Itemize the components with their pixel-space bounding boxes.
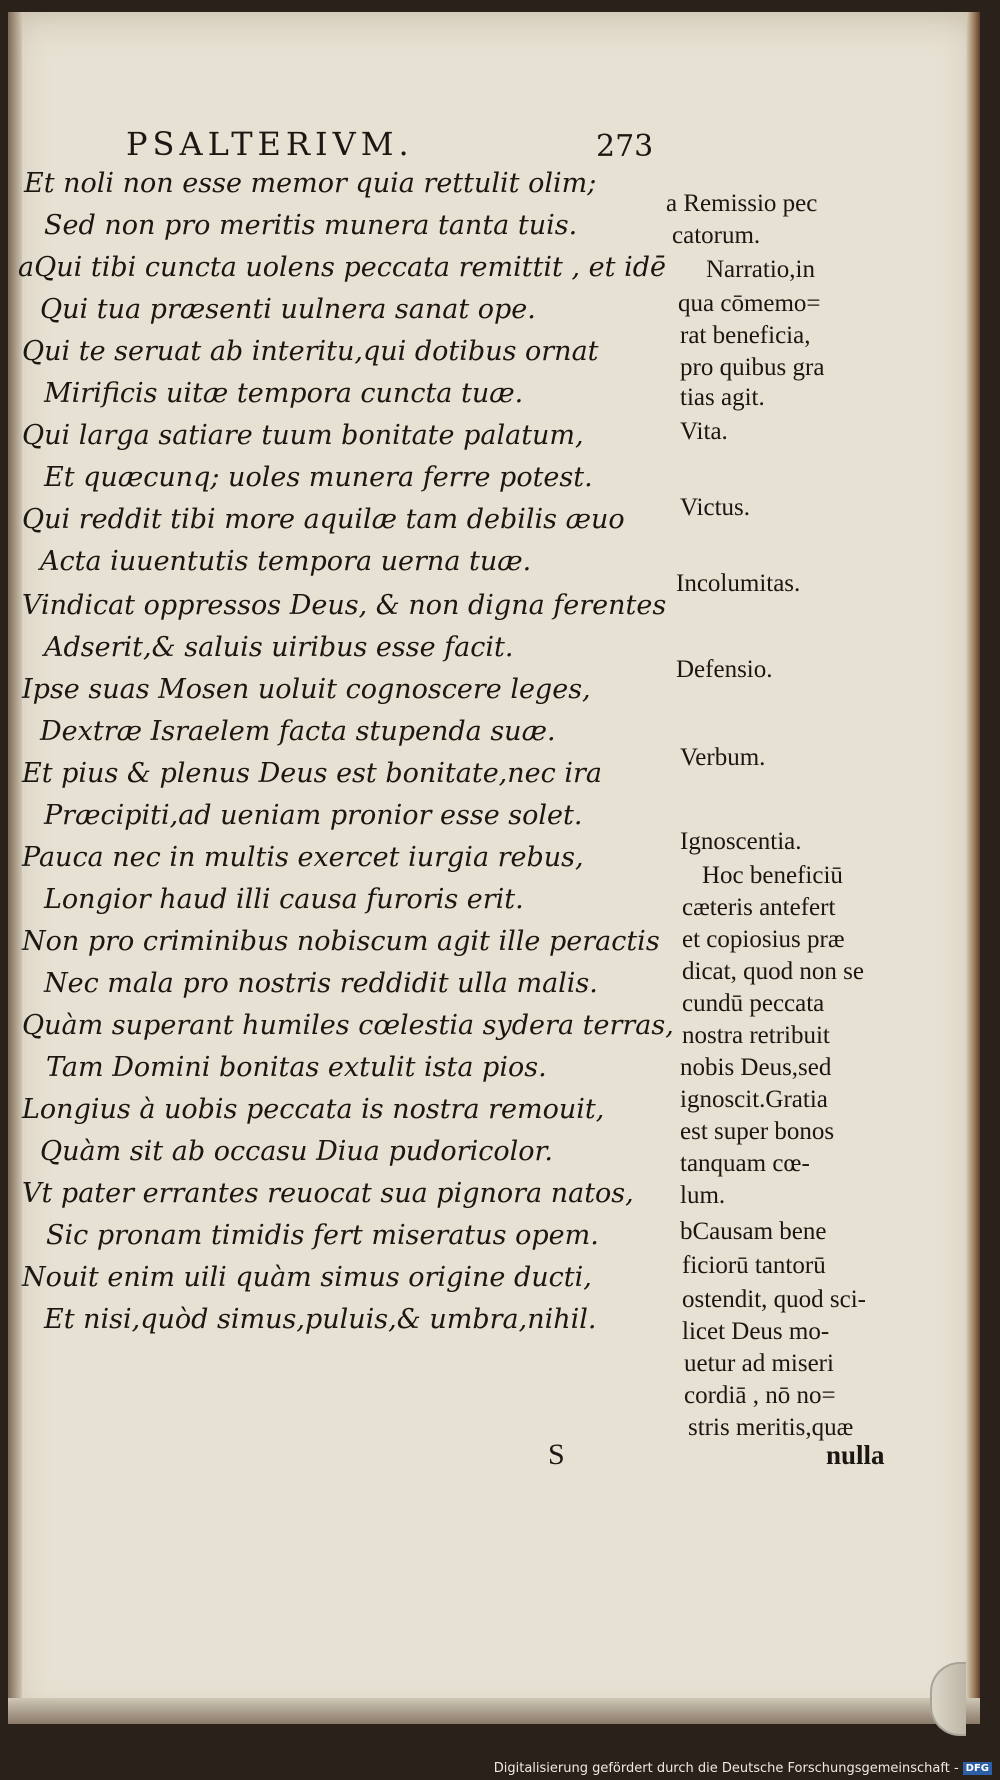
marginal-note: ficiorū tantorū: [682, 1252, 826, 1279]
credit-text: Digitalisierung gefördert durch die Deutsche Forschungsgemeinschaft -: [493, 1761, 959, 1776]
verse-line: Dextræ Israelem facta stupenda suæ.: [40, 716, 556, 747]
marginal-note: dicat, quod non se: [682, 958, 864, 985]
verse-line: Non pro criminibus nobiscum agit ille peractis: [22, 926, 660, 957]
verse-line: Quàm sit ab occasu Diua pudoricolor.: [40, 1136, 554, 1167]
marginal-note: licet Deus mo-: [682, 1318, 830, 1345]
marginal-note: Hoc beneficiū: [702, 862, 843, 889]
verse-line: aQui tibi cuncta uolens peccata remittit , et idē: [18, 252, 666, 283]
verse-line: Ipse suas Mosen uoluit cognoscere leges,: [22, 674, 591, 705]
marginal-note: nostra retribuit: [682, 1022, 830, 1049]
signature-mark: S: [548, 1438, 565, 1471]
marginal-note: Victus.: [680, 494, 751, 521]
marginal-note: nobis Deus,sed: [680, 1054, 832, 1081]
verse-line: Sed non pro meritis munera tanta tuis.: [44, 210, 578, 241]
marginal-note: a Remissio pec: [666, 190, 818, 217]
marginal-note: Ignoscentia.: [680, 828, 802, 855]
running-title: PSALTERIVM.: [126, 125, 414, 163]
verse-line: Adserit,& saluis uiribus esse facit.: [44, 632, 514, 663]
marginal-note: catorum.: [672, 222, 761, 249]
marginal-note: Defensio.: [676, 656, 773, 683]
marginal-note: stris meritis,quæ: [688, 1414, 854, 1441]
marginal-note: uetur ad miseri: [684, 1350, 834, 1377]
marginal-note: Vita.: [680, 418, 728, 445]
page-number: 273: [596, 129, 654, 164]
marginal-note: rat beneficia,: [680, 322, 811, 349]
verse-line: Vindicat oppressos Deus, & non digna ferentes: [22, 590, 667, 621]
marginal-note: ostendit, quod sci-: [682, 1286, 867, 1313]
marginal-note: pro quibus gra: [680, 354, 825, 381]
marginal-note: et copiosius præ: [682, 926, 845, 953]
marginal-note: Narratio,in: [706, 256, 815, 283]
digitization-credit: [494, 1761, 992, 1776]
verse-line: Et nisi,quòd simus,puluis,& umbra,nihil.: [44, 1304, 597, 1335]
verse-line: Præcipiti,ad ueniam pronior esse solet.: [44, 800, 583, 831]
marginal-note: lum.: [680, 1182, 726, 1209]
verse-line: Qui reddit tibi more aquilæ tam debilis æuo: [22, 504, 625, 535]
marginal-note: cæteris antefert: [682, 894, 836, 921]
verse-line: Longius à uobis peccata is nostra remouit,: [22, 1094, 605, 1125]
verse-line: Acta iuuentutis tempora uerna tuæ.: [40, 546, 532, 577]
verse-line: Qui te seruat ab interitu,qui dotibus ornat: [22, 336, 599, 367]
verse-line: Quàm superant humiles cœlestia sydera terras,: [22, 1010, 674, 1041]
verse-line: Sic pronam timidis fert miseratus opem.: [46, 1220, 599, 1251]
verse-line: Nec mala pro nostris reddidit ulla malis.: [44, 968, 598, 999]
marginal-note: tanquam cœ-: [680, 1150, 810, 1177]
marginal-note: ignoscit.Gratia: [680, 1086, 828, 1113]
marginal-note: Verbum.: [680, 744, 766, 771]
marginal-note: Incolumitas.: [676, 570, 801, 597]
verse-line: Et noli non esse memor quia rettulit olim;: [24, 168, 597, 199]
marginal-note: bCausam bene: [680, 1218, 827, 1245]
marginal-note: cordiā , nō no=: [684, 1382, 836, 1409]
verse-line: Pauca nec in multis exercet iurgia rebus,: [22, 842, 584, 873]
verse-line: Tam Domini bonitas extulit ista pios.: [46, 1052, 547, 1083]
verse-line: Vt pater errantes reuocat sua pignora natos,: [22, 1178, 634, 1209]
verse-line: Et pius & plenus Deus est bonitate,nec ira: [22, 758, 602, 789]
verse-line: Qui larga satiare tuum bonitate palatum,: [22, 420, 584, 451]
verse-line: Mirificis uitæ tempora cuncta tuæ.: [44, 378, 524, 409]
catchword: nulla: [826, 1440, 885, 1470]
verse-line: Nouit enim uili quàm simus origine ducti,: [22, 1262, 592, 1293]
marginal-note: tias agit.: [680, 384, 765, 411]
marginal-note: est super bonos: [680, 1118, 835, 1145]
verse-line: Qui tua præsenti uulnera sanat ope.: [40, 294, 536, 325]
marginal-note: qua cōmemo=: [678, 290, 821, 317]
verse-line: Longior haud illi causa furoris erit.: [44, 884, 524, 915]
dfg-logo-icon: DFG: [963, 1762, 992, 1775]
verse-line: Et quæcunq; uoles munera ferre potest.: [44, 462, 593, 493]
marginal-note: cundū peccata: [682, 990, 825, 1017]
